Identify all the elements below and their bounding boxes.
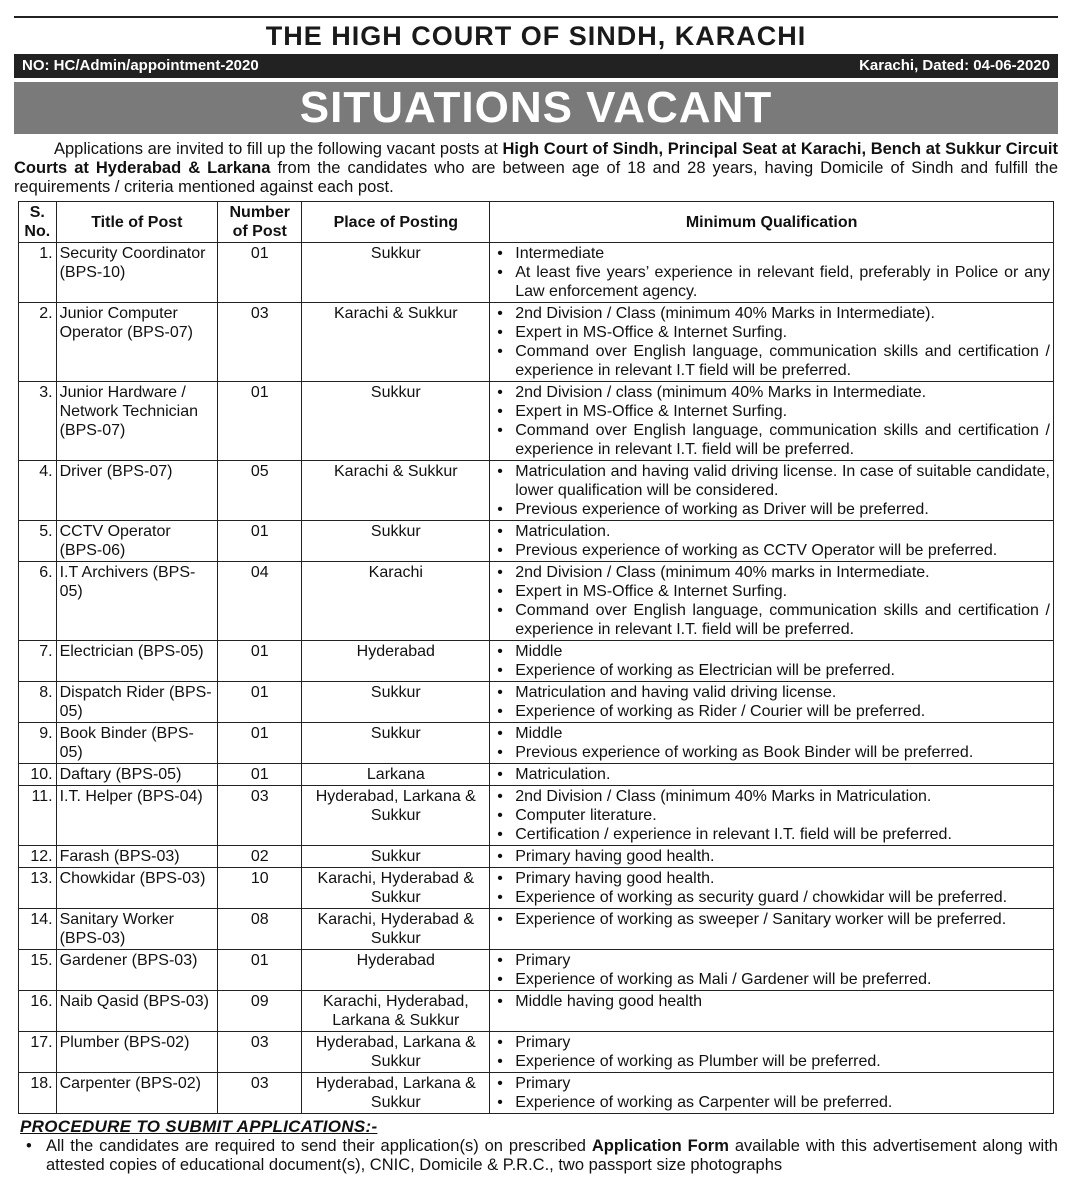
row-qualification xyxy=(490,786,1054,846)
row-number: 09 xyxy=(218,991,302,1032)
row-title: I.T Archivers (BPS-05) xyxy=(56,562,217,641)
row-qualification xyxy=(490,1032,1054,1073)
qualification-item: • Matriculation and having valid driving license. xyxy=(493,683,1050,702)
procedure-text xyxy=(18,1137,1058,1175)
row-sno: 1. xyxy=(19,243,57,303)
row-place: Karachi & Sukkur xyxy=(302,461,490,521)
intro-text-1: Applications are invited to fill up the following vacant posts at xyxy=(54,140,503,158)
row-qualification xyxy=(490,846,1054,868)
table-row xyxy=(19,991,1054,1032)
qualification-list xyxy=(493,244,1050,301)
qualification-list xyxy=(493,724,1050,762)
table-row xyxy=(19,682,1054,723)
vacancy-table xyxy=(18,201,1054,1114)
qualification-list xyxy=(493,1074,1050,1112)
row-qualification xyxy=(490,909,1054,950)
qualification-item: • Primary xyxy=(493,1033,1050,1052)
table-header-row xyxy=(19,202,1054,243)
qualification-item: • Primary having good health. xyxy=(493,869,1050,888)
row-number: 01 xyxy=(218,641,302,682)
qualification-item: • Previous experience of working as CCTV Operator will be preferred. xyxy=(493,541,1050,560)
row-title: Farash (BPS-03) xyxy=(56,846,217,868)
row-title: Book Binder (BPS-05) xyxy=(56,723,217,764)
row-sno: 11. xyxy=(19,786,57,846)
table-row xyxy=(19,303,1054,382)
row-sno: 4. xyxy=(19,461,57,521)
qualification-item: • Experience of working as Plumber will be preferred. xyxy=(493,1052,1050,1071)
row-sno: 18. xyxy=(19,1073,57,1114)
date-line: Karachi, Dated: 04-06-2020 xyxy=(859,57,1050,74)
row-number: 04 xyxy=(218,562,302,641)
row-qualification xyxy=(490,868,1054,909)
intro-text-2: from the candidates who are between age of 18 and 28 years, having Domicile of Sindh and fulfill the requirements / criteria mentioned against each post. xyxy=(14,159,1059,196)
row-number: 08 xyxy=(218,909,302,950)
qualification-item: • Command over English language, communication skills and certification / experience in relevant I.T field will be preferred. xyxy=(493,342,1050,380)
row-qualification xyxy=(490,382,1054,461)
row-place: Karachi xyxy=(302,562,490,641)
qualification-item: • Experience of working as sweeper / Sanitary worker will be preferred. xyxy=(493,910,1050,929)
row-number: 01 xyxy=(218,764,302,786)
row-sno: 10. xyxy=(19,764,57,786)
row-sno: 3. xyxy=(19,382,57,461)
row-number: 03 xyxy=(218,303,302,382)
qualification-item: • Experience of working as Rider / Courier will be preferred. xyxy=(493,702,1050,721)
row-sno: 14. xyxy=(19,909,57,950)
qualification-item: • Matriculation. xyxy=(493,522,1050,541)
intro-paragraph xyxy=(14,140,1058,197)
row-sno: 8. xyxy=(19,682,57,723)
qualification-item: • Middle having good health xyxy=(493,992,1050,1011)
reference-bar xyxy=(14,54,1058,78)
qualification-item: • Middle xyxy=(493,642,1050,661)
row-number: 01 xyxy=(218,682,302,723)
qualification-item: • 2nd Division / Class (minimum 40% Marks in Matriculation. xyxy=(493,787,1050,806)
intro-bold: High Court of Sindh, Principal Seat at Karachi, Bench at Sukkur Circuit Courts at Hyderabad & Larkana xyxy=(14,140,1058,177)
row-sno: 17. xyxy=(19,1032,57,1073)
row-title: Dispatch Rider (BPS-05) xyxy=(56,682,217,723)
row-place: Sukkur xyxy=(302,723,490,764)
header-title: Title of Post xyxy=(56,202,217,243)
row-title: CCTV Operator (BPS-06) xyxy=(56,521,217,562)
row-place: Sukkur xyxy=(302,846,490,868)
qualification-item: • Primary xyxy=(493,1074,1050,1093)
row-title: Plumber (BPS-02) xyxy=(56,1032,217,1073)
row-qualification xyxy=(490,243,1054,303)
court-title: THE HIGH COURT OF SINDH, KARACHI xyxy=(14,16,1058,54)
row-number: 02 xyxy=(218,846,302,868)
row-title: Daftary (BPS-05) xyxy=(56,764,217,786)
qualification-list xyxy=(493,869,1050,907)
row-place: Karachi, Hyderabad & Sukkur xyxy=(302,868,490,909)
header-sno: S. No. xyxy=(19,202,57,243)
row-sno: 2. xyxy=(19,303,57,382)
qualification-list xyxy=(493,642,1050,680)
row-place: Sukkur xyxy=(302,521,490,562)
row-place: Hyderabad xyxy=(302,641,490,682)
row-place: Hyderabad, Larkana & Sukkur xyxy=(302,1073,490,1114)
row-title: Gardener (BPS-03) xyxy=(56,950,217,991)
qualification-list xyxy=(493,951,1050,989)
row-qualification xyxy=(490,723,1054,764)
header-number: Number of Post xyxy=(218,202,302,243)
row-place: Hyderabad xyxy=(302,950,490,991)
row-sno: 7. xyxy=(19,641,57,682)
header-place: Place of Posting xyxy=(302,202,490,243)
row-title: I.T. Helper (BPS-04) xyxy=(56,786,217,846)
row-title: Sanitary Worker (BPS-03) xyxy=(56,909,217,950)
row-title: Driver (BPS-07) xyxy=(56,461,217,521)
row-qualification xyxy=(490,1073,1054,1114)
qualification-item: • Experience of working as Electrician will be preferred. xyxy=(493,661,1050,680)
qualification-list xyxy=(493,563,1050,639)
header-qualification: Minimum Qualification xyxy=(490,202,1054,243)
qualification-item: • Matriculation and having valid driving license. In case of suitable candidate, lower qualification will be considered. xyxy=(493,462,1050,500)
qualification-list xyxy=(493,847,1050,866)
qualification-item: • Primary xyxy=(493,951,1050,970)
qualification-list xyxy=(493,383,1050,459)
table-row xyxy=(19,786,1054,846)
table-row xyxy=(19,909,1054,950)
table-row xyxy=(19,243,1054,303)
row-place: Sukkur xyxy=(302,682,490,723)
table-row xyxy=(19,1032,1054,1073)
table-row xyxy=(19,764,1054,786)
procedure-text-1: All the candidates are required to send their application(s) on prescribed xyxy=(46,1137,592,1155)
row-place: Karachi, Hyderabad & Sukkur xyxy=(302,909,490,950)
row-qualification xyxy=(490,682,1054,723)
table-row xyxy=(19,868,1054,909)
row-qualification xyxy=(490,521,1054,562)
row-title: Chowkidar (BPS-03) xyxy=(56,868,217,909)
row-qualification xyxy=(490,950,1054,991)
procedure-bold: Application Form xyxy=(591,1137,729,1155)
qualification-list xyxy=(493,992,1050,1011)
qualification-list xyxy=(493,1033,1050,1071)
table-row xyxy=(19,521,1054,562)
row-number: 03 xyxy=(218,1032,302,1073)
row-sno: 6. xyxy=(19,562,57,641)
qualification-item: • Certification / experience in relevant I.T. field will be preferred. xyxy=(493,825,1050,844)
qualification-item: • Previous experience of working as Book Binder will be preferred. xyxy=(493,743,1050,762)
row-qualification xyxy=(490,461,1054,521)
table-row xyxy=(19,950,1054,991)
row-title: Junior Hardware / Network Technician (BPS-07) xyxy=(56,382,217,461)
row-qualification xyxy=(490,562,1054,641)
row-sno: 5. xyxy=(19,521,57,562)
row-title: Carpenter (BPS-02) xyxy=(56,1073,217,1114)
qualification-list xyxy=(493,683,1050,721)
qualification-item: • Middle xyxy=(493,724,1050,743)
qualification-list xyxy=(493,765,1050,784)
row-title: Junior Computer Operator (BPS-07) xyxy=(56,303,217,382)
table-row xyxy=(19,562,1054,641)
row-sno: 16. xyxy=(19,991,57,1032)
row-qualification xyxy=(490,764,1054,786)
qualification-item: • Matriculation. xyxy=(493,765,1050,784)
qualification-item: • Command over English language, communication skills and certification / experience in relevant I.T. field will be preferred. xyxy=(493,601,1050,639)
row-number: 03 xyxy=(218,1073,302,1114)
table-body xyxy=(19,243,1054,1114)
qualification-item: • Expert in MS-Office & Internet Surfing. xyxy=(493,402,1050,421)
qualification-list xyxy=(493,787,1050,844)
row-number: 10 xyxy=(218,868,302,909)
row-number: 03 xyxy=(218,786,302,846)
qualification-list xyxy=(493,522,1050,560)
qualification-item: • Primary having good health. xyxy=(493,847,1050,866)
qualification-item: • Experience of working as security guard / chowkidar will be preferred. xyxy=(493,888,1050,907)
row-title: Naib Qasid (BPS-03) xyxy=(56,991,217,1032)
reference-number: NO: HC/Admin/appointment-2020 xyxy=(22,57,259,74)
qualification-item: • Intermediate xyxy=(493,244,1050,263)
table-row xyxy=(19,1073,1054,1114)
qualification-item: • Experience of working as Mali / Gardener will be preferred. xyxy=(493,970,1050,989)
row-sno: 9. xyxy=(19,723,57,764)
table-row xyxy=(19,461,1054,521)
row-number: 01 xyxy=(218,950,302,991)
table-row xyxy=(19,846,1054,868)
qualification-item: • Expert in MS-Office & Internet Surfing. xyxy=(493,582,1050,601)
row-place: Larkana xyxy=(302,764,490,786)
row-number: 05 xyxy=(218,461,302,521)
row-sno: 12. xyxy=(19,846,57,868)
row-number: 01 xyxy=(218,382,302,461)
advertisement-page xyxy=(14,16,1058,1175)
qualification-item: • 2nd Division / Class (minimum 40% Marks in Intermediate). xyxy=(493,304,1050,323)
qualification-item: • Experience of working as Carpenter will be preferred. xyxy=(493,1093,1050,1112)
row-sno: 13. xyxy=(19,868,57,909)
qualification-item: • Expert in MS-Office & Internet Surfing. xyxy=(493,323,1050,342)
row-qualification xyxy=(490,641,1054,682)
row-place: Hyderabad, Larkana & Sukkur xyxy=(302,786,490,846)
table-row xyxy=(19,641,1054,682)
table-row xyxy=(19,382,1054,461)
qualification-item: • 2nd Division / Class (minimum 40% marks in Intermediate. xyxy=(493,563,1050,582)
row-number: 01 xyxy=(218,521,302,562)
qualification-list xyxy=(493,462,1050,519)
table-row xyxy=(19,723,1054,764)
row-qualification xyxy=(490,991,1054,1032)
row-title: Electrician (BPS-05) xyxy=(56,641,217,682)
qualification-list xyxy=(493,910,1050,929)
qualification-item: • 2nd Division / class (minimum 40% Marks in Intermediate. xyxy=(493,383,1050,402)
row-sno: 15. xyxy=(19,950,57,991)
row-number: 01 xyxy=(218,243,302,303)
row-place: Sukkur xyxy=(302,243,490,303)
row-number: 01 xyxy=(218,723,302,764)
row-place: Karachi, Hyderabad, Larkana & Sukkur xyxy=(302,991,490,1032)
situations-vacant-banner: SITUATIONS VACANT xyxy=(14,82,1058,134)
qualification-list xyxy=(493,304,1050,380)
qualification-item: • Computer literature. xyxy=(493,806,1050,825)
qualification-item: • At least five years’ experience in relevant field, preferably in Police or any Law enforcement agency. xyxy=(493,263,1050,301)
procedure-heading: PROCEDURE TO SUBMIT APPLICATIONS:- xyxy=(20,1117,378,1136)
row-place: Hyderabad, Larkana & Sukkur xyxy=(302,1032,490,1073)
row-place: Karachi & Sukkur xyxy=(302,303,490,382)
row-qualification xyxy=(490,303,1054,382)
row-title: Security Coordinator (BPS-10) xyxy=(56,243,217,303)
row-place: Sukkur xyxy=(302,382,490,461)
qualification-item: • Previous experience of working as Driver will be preferred. xyxy=(493,500,1050,519)
qualification-item: • Command over English language, communication skills and certification / experience in relevant I.T. field will be preferred. xyxy=(493,421,1050,459)
procedure-text-2: available with this advertisement along with attested copies of educational document(s), CNIC, Domicile & P.R.C., two passport size photographs xyxy=(46,1137,1058,1174)
